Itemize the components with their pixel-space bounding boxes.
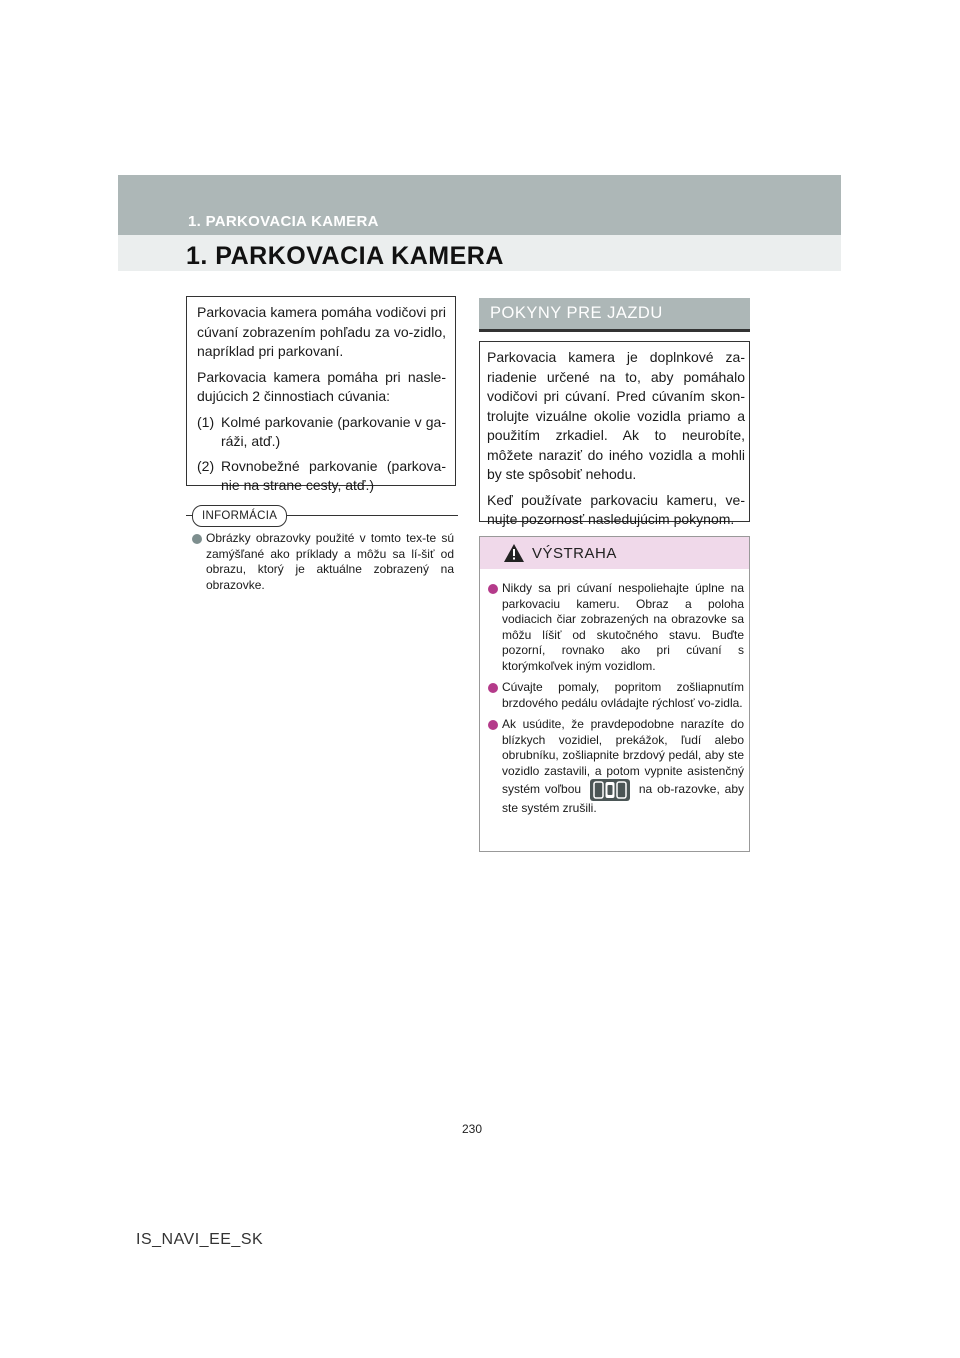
warning-icon xyxy=(504,544,524,562)
warning-item xyxy=(488,581,744,674)
intro-list-item xyxy=(197,457,446,496)
document-code: IS_NAVI_EE_SK xyxy=(136,1231,264,1248)
intro-box xyxy=(186,296,456,493)
list-number: (1) xyxy=(197,413,215,430)
page-number: 230 xyxy=(462,1122,483,1136)
list-text: Kolmé parkovanie (parkovanie v ga-ráži, atď.) xyxy=(221,413,446,449)
info-item xyxy=(192,531,454,593)
info-item-text: Obrázky obrazovky použité v tomto tex-te sú zamýšľané ako príklady a môžu sa lí-šiť od obrazu, ktorý je aktuálne zobrazený na obrazovke. xyxy=(206,531,454,592)
intro-list-item xyxy=(197,413,446,452)
info-badge: INFORMÁCIA xyxy=(192,505,287,527)
pokyny-box xyxy=(479,341,750,527)
pokyny-paragraph-1: Parkovacia kamera je doplnkové za-riadenie určené na to, aby pomáhalo vodičovi pri cúvaní. Pred cúvaním skon-trolujte vizuálne okolie vozidla priamo a použitím zrkadiel. Ak to neurobíte, môžete naraziť do iného vozidla a mohli by ste spôsobiť nehodu. xyxy=(487,349,745,482)
warning-item-text: Cúvajte pomaly, popritom zošliapnutím brzdového pedálu ovládajte rýchlosť vo-zidla. xyxy=(502,680,744,710)
intro-paragraph-1: Parkovacia kamera pomáha vodičovi pri cúvaní zobrazením pohľadu za vo-zidlo, napríklad pri parkovaní. xyxy=(197,304,446,359)
list-number: (2) xyxy=(197,457,215,474)
pokyny-paragraph-2: Keď používate parkovaciu kameru, ve-nujte pozornosť nasledujúcim pokynom. xyxy=(487,491,745,527)
bullet-icon xyxy=(192,534,202,544)
list-text: Rovnobežné parkovanie (parkova-nie na strane cesty, atď.) xyxy=(221,457,446,493)
chapter-header xyxy=(118,175,841,271)
bullet-icon xyxy=(488,584,498,594)
warning-box xyxy=(479,536,750,852)
info-note xyxy=(192,531,454,593)
bullet-icon xyxy=(488,683,498,693)
breadcrumb: 1. PARKOVACIA KAMERA xyxy=(188,213,379,230)
warning-list xyxy=(488,581,744,823)
intro-paragraph-2: Parkovacia kamera pomáha pri nasle-dujúcich 2 činnostiach cúvania: xyxy=(197,368,446,404)
warning-item-text: Nikdy sa pri cúvaní nespoliehajte úplne na parkovaciu kameru. Obraz a poloha vodiacich čiar zobrazených na obrazovke sa môžu líšiť od skutočného stavu. Buďte pozorní, rovnako ako pri cúvaní s ktorýmkoľvek iným vozidlom. xyxy=(502,581,744,673)
warning-item xyxy=(488,680,744,711)
warning-item-text: Ak usúdite, že pravdepodobne narazíte do blízkych vozidiel, prekážok, ľudí alebo obrubníku, zošliapnite brzdový pedál, aby ste vozidlo zastavili, a potom vypnite asistenčný systém voľbou xyxy=(502,717,744,797)
parking-assist-button-icon xyxy=(590,779,630,801)
page-title: 1. PARKOVACIA KAMERA xyxy=(186,242,504,270)
section-heading: POKYNY PRE JAZDU xyxy=(479,298,750,332)
warning-item xyxy=(488,717,744,817)
warning-title: VÝSTRAHA xyxy=(532,545,617,562)
warning-item-text-end: na ob-razovke, aby ste systém zrušili. xyxy=(502,782,745,815)
bullet-icon xyxy=(488,720,498,730)
